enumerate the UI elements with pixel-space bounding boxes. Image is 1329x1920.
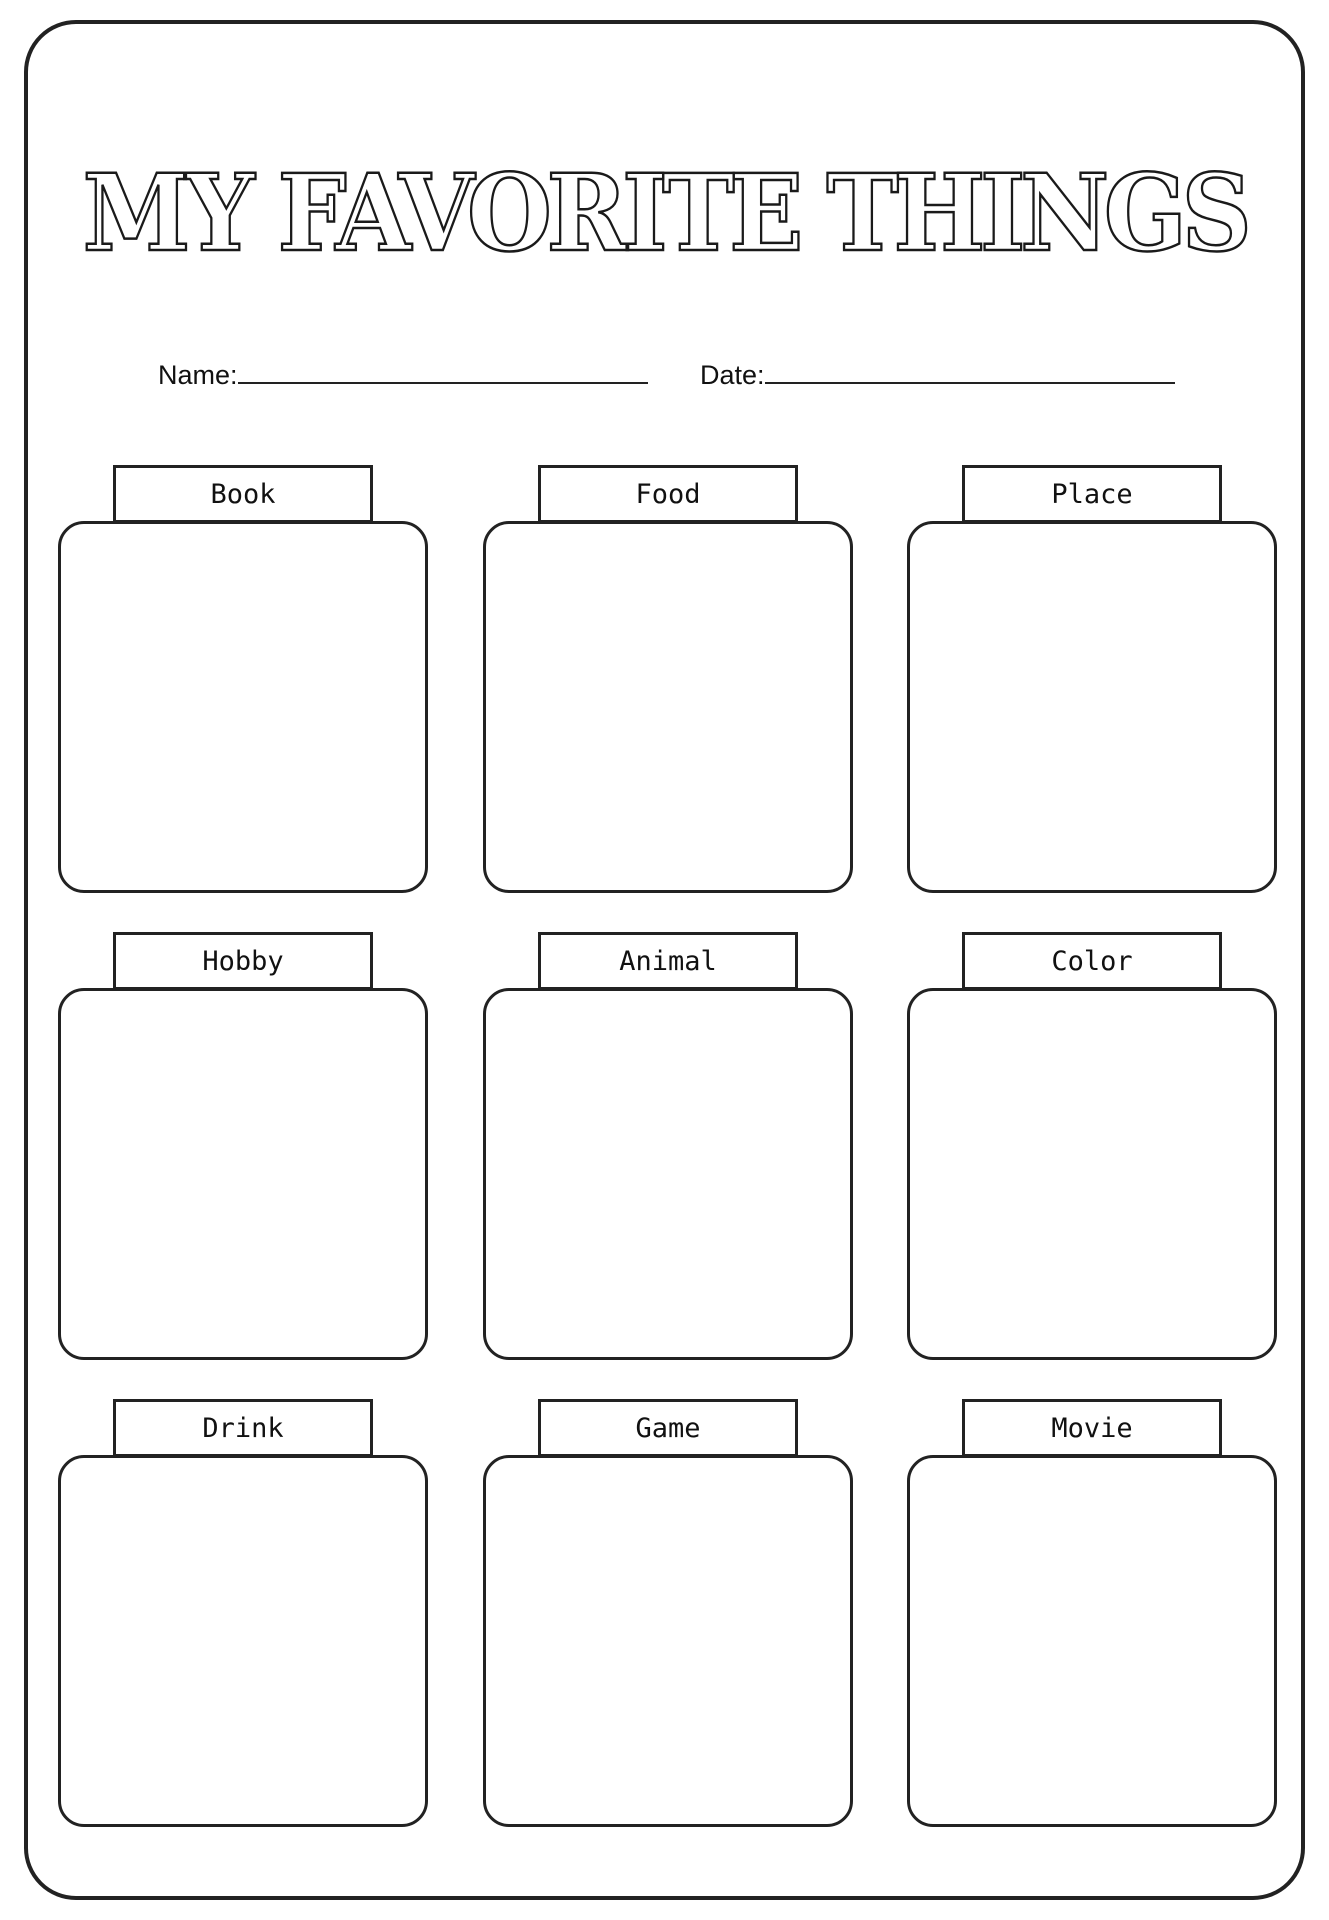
date-label: Date: — [700, 360, 765, 390]
category-tab — [962, 1399, 1222, 1457]
category-tab — [538, 932, 798, 990]
category-tab — [962, 465, 1222, 523]
category-card-animal — [483, 932, 853, 1360]
category-label: Food — [635, 478, 701, 510]
category-tab — [538, 465, 798, 523]
category-tab — [962, 932, 1222, 990]
category-label: Place — [1051, 478, 1133, 510]
category-drawing-box[interactable] — [58, 521, 428, 893]
category-drawing-box[interactable] — [907, 1455, 1277, 1827]
category-tab — [113, 465, 373, 523]
category-card-drink — [58, 1399, 428, 1827]
category-card-book — [58, 465, 428, 893]
category-card-game — [483, 1399, 853, 1827]
category-drawing-box[interactable] — [483, 521, 853, 893]
name-field[interactable] — [158, 358, 648, 391]
category-label: Hobby — [202, 945, 284, 977]
category-label: Animal — [619, 945, 717, 977]
category-card-color — [907, 932, 1277, 1360]
category-label: Game — [635, 1412, 701, 1444]
name-write-line[interactable] — [238, 358, 648, 384]
category-card-movie — [907, 1399, 1277, 1827]
category-card-food — [483, 465, 853, 893]
category-drawing-box[interactable] — [483, 1455, 853, 1827]
category-drawing-box[interactable] — [483, 988, 853, 1360]
category-card-hobby — [58, 932, 428, 1360]
category-card-place — [907, 465, 1277, 893]
name-label: Name: — [158, 360, 238, 390]
category-label: Book — [210, 478, 276, 510]
category-tab — [113, 932, 373, 990]
category-drawing-box[interactable] — [907, 521, 1277, 893]
worksheet-title: MY FAVORITE THINGS — [82, 150, 1247, 275]
category-label: Movie — [1051, 1412, 1133, 1444]
category-drawing-box[interactable] — [907, 988, 1277, 1360]
category-drawing-box[interactable] — [58, 1455, 428, 1827]
category-drawing-box[interactable] — [58, 988, 428, 1360]
category-label: Color — [1051, 945, 1133, 977]
date-write-line[interactable] — [765, 358, 1175, 384]
category-label: Drink — [202, 1412, 284, 1444]
category-tab — [538, 1399, 798, 1457]
category-tab — [113, 1399, 373, 1457]
date-field[interactable] — [700, 358, 1175, 391]
